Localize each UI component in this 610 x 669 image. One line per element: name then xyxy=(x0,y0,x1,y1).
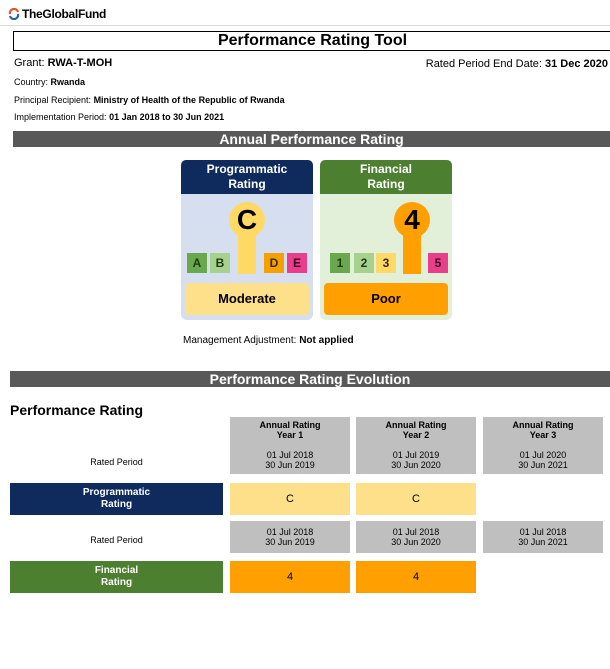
programmatic-scale-e: E xyxy=(287,253,307,273)
period2-year-1 xyxy=(230,521,350,553)
header-divider xyxy=(0,25,610,26)
financial-year-1-value: 4 xyxy=(230,561,350,593)
management-adjustment xyxy=(183,335,354,346)
rated-period-end xyxy=(426,58,608,70)
column-header-year-1-line1: Annual Rating xyxy=(259,420,321,430)
financial-row-line1: Financial xyxy=(94,565,139,576)
period-year-3-end: 30 Jun 2021 xyxy=(518,460,568,470)
rated-period-end-label: Rated Period End Date: xyxy=(425,58,542,70)
column-header-year-3-line1: Annual Rating xyxy=(512,420,574,430)
management-adjustment-label: Management Adjustment: xyxy=(183,335,297,346)
period2-year-2 xyxy=(356,521,476,553)
period-year-2-end: 30 Jun 2020 xyxy=(391,460,441,470)
logo-text: TheGlobalFund xyxy=(22,7,107,21)
financial-rating-badge: 4 xyxy=(394,202,430,238)
management-adjustment-value: Not applied xyxy=(299,335,354,346)
grant-info xyxy=(14,57,112,69)
rated-period-label-1: Rated Period xyxy=(90,457,143,467)
financial-scale-5: 5 xyxy=(428,253,448,273)
rated-period-label-2: Rated Period xyxy=(90,535,143,545)
period-year-2 xyxy=(356,450,476,470)
programmatic-scale-d: D xyxy=(264,253,284,273)
principal-recipient-value: Ministry of Health of the Republic of Rwanda xyxy=(93,95,285,105)
programmatic-year-2-value: C xyxy=(356,483,476,515)
page-title: Performance Rating Tool xyxy=(13,31,610,51)
country-info xyxy=(14,77,85,87)
programmatic-title-line2: Rating xyxy=(228,177,266,191)
programmatic-result: Moderate xyxy=(185,283,309,315)
logo-icon xyxy=(8,8,20,20)
period-year-1-start: 01 Jul 2018 xyxy=(266,450,314,460)
programmatic-row-label xyxy=(10,483,223,515)
annual-performance-band: Annual Performance Rating xyxy=(13,131,610,147)
financial-result: Poor xyxy=(324,283,448,315)
financial-title-line2: Rating xyxy=(367,177,405,191)
period2-year-3 xyxy=(483,521,603,553)
global-fund-logo xyxy=(8,7,106,21)
column-header-year-3-line2: Year 3 xyxy=(529,430,557,440)
financial-row-label xyxy=(10,561,223,593)
principal-recipient-label: Principal Recipient: xyxy=(14,95,92,105)
column-header-year-2-line1: Annual Rating xyxy=(385,420,447,430)
period-year-3-start: 01 Jul 2020 xyxy=(519,450,567,460)
financial-panel-header xyxy=(320,160,452,194)
period-year-3 xyxy=(483,450,603,470)
programmatic-scale-a: A xyxy=(187,253,207,273)
implementation-period-value: 01 Jan 2018 to 30 Jun 2021 xyxy=(109,112,225,122)
country-value: Rwanda xyxy=(50,77,86,87)
programmatic-year-1-value: C xyxy=(230,483,350,515)
programmatic-scale-b: B xyxy=(210,253,230,273)
period-year-1 xyxy=(230,450,350,470)
programmatic-panel-header xyxy=(181,160,313,194)
programmatic-rating-badge: C xyxy=(229,202,265,238)
country-label: Country: xyxy=(14,77,49,87)
implementation-period-info xyxy=(14,112,224,122)
programmatic-panel xyxy=(181,160,313,320)
column-header-year-1-line2: Year 1 xyxy=(276,430,304,440)
programmatic-row-line1: Programmatic xyxy=(82,487,151,498)
financial-scale-3: 3 xyxy=(376,253,396,273)
performance-evolution-band: Performance Rating Evolution xyxy=(10,371,610,387)
rated-period-end-value: 31 Dec 2020 xyxy=(545,58,608,70)
grant-value: RWA-T-MOH xyxy=(47,57,113,69)
financial-scale-2: 2 xyxy=(354,253,374,273)
evolution-title: Performance Rating xyxy=(10,402,144,418)
column-header-year-2-line2: Year 2 xyxy=(402,430,430,440)
period2-year-3-start: 01 Jul 2018 xyxy=(519,527,567,537)
financial-scale-1: 1 xyxy=(330,253,350,273)
implementation-period-label: Implementation Period: xyxy=(14,112,107,122)
financial-panel xyxy=(320,160,452,320)
period-year-1-end: 30 Jun 2019 xyxy=(265,460,315,470)
financial-title-line1: Financial xyxy=(359,162,412,176)
grant-label: Grant: xyxy=(14,57,45,69)
financial-row-line2: Rating xyxy=(100,577,133,588)
financial-year-2-value: 4 xyxy=(356,561,476,593)
period2-year-3-end: 30 Jun 2021 xyxy=(518,537,568,547)
period2-year-1-start: 01 Jul 2018 xyxy=(266,527,314,537)
period2-year-2-start: 01 Jul 2018 xyxy=(392,527,440,537)
programmatic-row-line2: Rating xyxy=(100,499,133,510)
period-year-2-start: 01 Jul 2019 xyxy=(392,450,440,460)
period2-year-2-end: 30 Jun 2020 xyxy=(391,537,441,547)
principal-recipient-info xyxy=(14,95,285,105)
period2-year-1-end: 30 Jun 2019 xyxy=(265,537,315,547)
programmatic-title-line1: Programmatic xyxy=(206,162,288,176)
